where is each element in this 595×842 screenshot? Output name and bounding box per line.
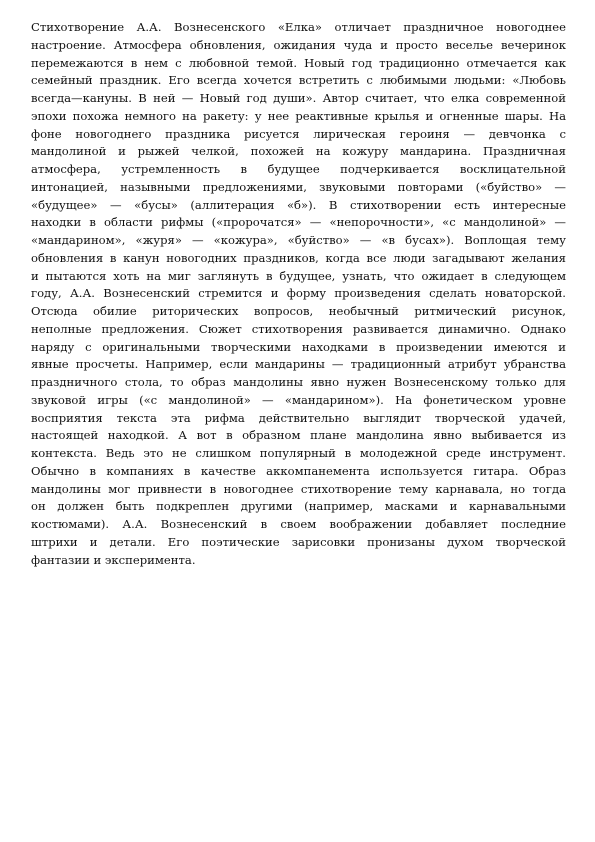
text-line: контекста. Ведь это не слишком популярный в молодежной среде инструмент. [31, 446, 566, 460]
text-line: восприятия текста эта рифма действительно выглядит творческой удачей, [31, 410, 566, 425]
text-line: «мандарином», «журя» — «кожура», «буйство» — «в бусах»). Воплощая тему [31, 233, 566, 247]
text-line: «будущее» — «бусы» (аллитерация «б»). В стихотворении есть интересные [31, 197, 566, 212]
text-line: праздничного стола, то образ мандолины явно нужен Вознесенскому только для [31, 375, 566, 389]
text-line: находки в области рифмы («пророчатся» — «непорочности», «с мандолиной» — [31, 215, 566, 230]
text-line: атмосфера, устремленность в будущее подчеркивается восклицательной [31, 162, 566, 176]
text-line: звуковой игры («с мандолиной» — «мандарином»). На фонетическом уровне [31, 392, 566, 407]
text-line: Отсюда обилие риторических вопросов, необычный ритмический рисунок, [31, 304, 566, 318]
text-line: и пытаются хоть на миг заглянуть в будущее, узнать, что ожидает в следующем [31, 268, 566, 283]
text-line: обновления в канун новогодних праздников, когда все люди загадывают желания [31, 250, 566, 265]
text-line: Стихотворение А.А. Вознесенского «Елка» отличает праздничное новогоднее [31, 20, 566, 34]
text-line: перемежаются в нем с любовной темой. Новый год традиционно отмечается как [31, 55, 566, 70]
text-line: явные просчеты. Например, если мандарины — традиционный атрибут убранства [31, 357, 566, 372]
text-line: настоящей находкой. А вот в образном плане мандолина явно выбивается из [31, 428, 566, 443]
text-line: неполные предложения. Сюжет стихотворения развивается динамично. Однако [31, 321, 566, 336]
text-line: костюмами). А.А. Вознесенский в своем воображении добавляет последние [31, 517, 566, 531]
text-line: мандолины мог привнести в новогоднее стихотворение тему карнавала, но тогда [31, 481, 566, 496]
text-line: фантазии и эксперимента. [31, 552, 196, 567]
text-line: эпохи похожа немного на ракету: у нее реактивные крылья и огненные шары. На [31, 108, 566, 123]
text-line: мандолиной и рыжей челкой, похожей на кожуру мандарина. Праздничная [31, 144, 566, 159]
text-line: наряду с оригинальными творческими находками в произведении имеются и [31, 339, 566, 354]
text-line: настроение. Атмосфера обновления, ожидания чуда и просто веселье вечеринок [31, 37, 566, 52]
text-line: Обычно в компаниях в качестве аккомпанемента используется гитара. Образ [31, 463, 566, 478]
text-line: всегда—кануны. В ней — Новый год души». Автор считает, что елка современной [31, 91, 566, 105]
essay-paragraph [31, 19, 566, 569]
text-line: интонацией, назывными предложениями, звуковыми повторами («буйство» — [31, 179, 566, 194]
text-line: он должен быть подкреплен другими (например, масками и карнавальными [31, 499, 566, 514]
text-line: году, А.А. Вознесенский стремится и форму произведения сделать новаторской. [31, 286, 566, 301]
text-line: фоне новогоднего праздника рисуется лирическая героиня — девчонка с [31, 126, 566, 141]
text-line: штрихи и детали. Его поэтические зарисовки пронизаны духом творческой [31, 534, 566, 549]
text-line: семейный праздник. Его всегда хочется встретить с любимыми людьми: «Любовь [31, 73, 566, 88]
